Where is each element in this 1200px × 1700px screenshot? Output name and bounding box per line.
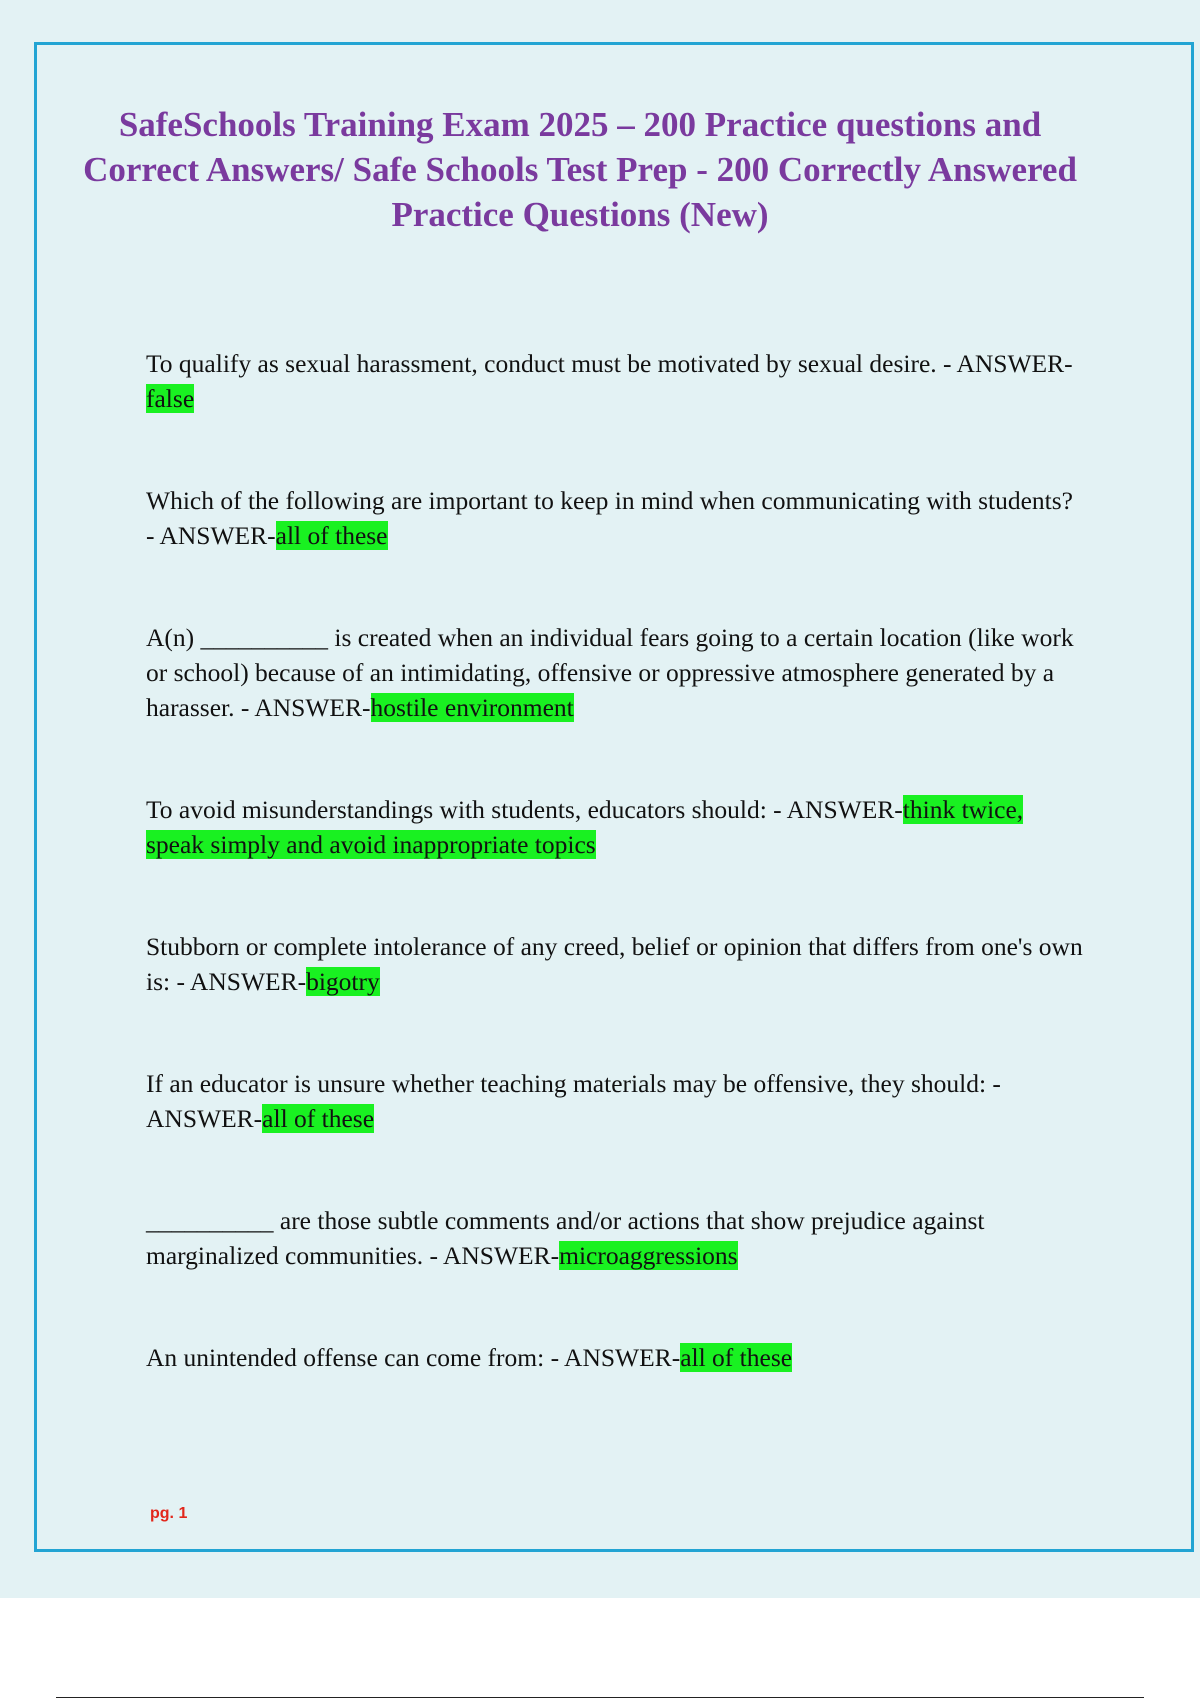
question-text: A(n) __________ is created when an individual fears going to a certain location (like work or school) because of an intimidating, offensive or oppressive atmosphere generated by a harasser. - ANSWER- (146, 623, 1074, 722)
qa-item (146, 792, 1086, 862)
question-text: Stubborn or complete intolerance of any creed, belief or opinion that differs from one's own is: - ANSWER- (146, 932, 1083, 996)
question-text: Which of the following are important to keep in mind when communicating with students? - ANSWER- (146, 486, 1074, 550)
qa-item (146, 346, 1086, 416)
question-text: An unintended offense can come from: - ANSWER- (146, 1343, 681, 1372)
qa-item (146, 620, 1086, 725)
question-text: If an educator is unsure whether teaching materials may be offensive, they should: - ANSWER- (146, 1069, 1001, 1133)
qa-item (146, 1203, 1086, 1273)
answer-highlight: all of these (262, 1104, 375, 1133)
answer-highlight: think twice, speak simply and avoid inappropriate topics (146, 795, 1024, 859)
question-text: To avoid misunderstandings with students, educators should: - ANSWER- (146, 795, 903, 824)
qa-item (146, 1066, 1086, 1136)
question-text: __________ are those subtle comments and/or actions that show prejudice against marginalized communities. - ANSWER- (146, 1206, 985, 1270)
question-text: To qualify as sexual harassment, conduct must be motivated by sexual desire. - ANSWER- (146, 349, 1073, 378)
answer-highlight: all of these (680, 1343, 793, 1372)
footer-divider (56, 1697, 1144, 1698)
answer-highlight: all of these (275, 521, 388, 550)
qa-item (146, 1340, 1086, 1375)
qa-item (146, 483, 1086, 553)
qa-item (146, 929, 1086, 999)
document-title: SafeSchools Training Exam 2025 – 200 Practice questions and Correct Answers/ Safe Schools Test Prep - 200 Correctly Answered Practice Questions (New) (83, 105, 1077, 234)
answer-highlight: bigotry (306, 967, 380, 996)
answer-highlight: hostile environment (370, 693, 574, 722)
qa-list (146, 346, 1086, 1442)
page-number: pg. 1 (150, 1505, 188, 1522)
answer-highlight: microaggressions (559, 1241, 738, 1270)
answer-highlight: false (146, 384, 195, 413)
